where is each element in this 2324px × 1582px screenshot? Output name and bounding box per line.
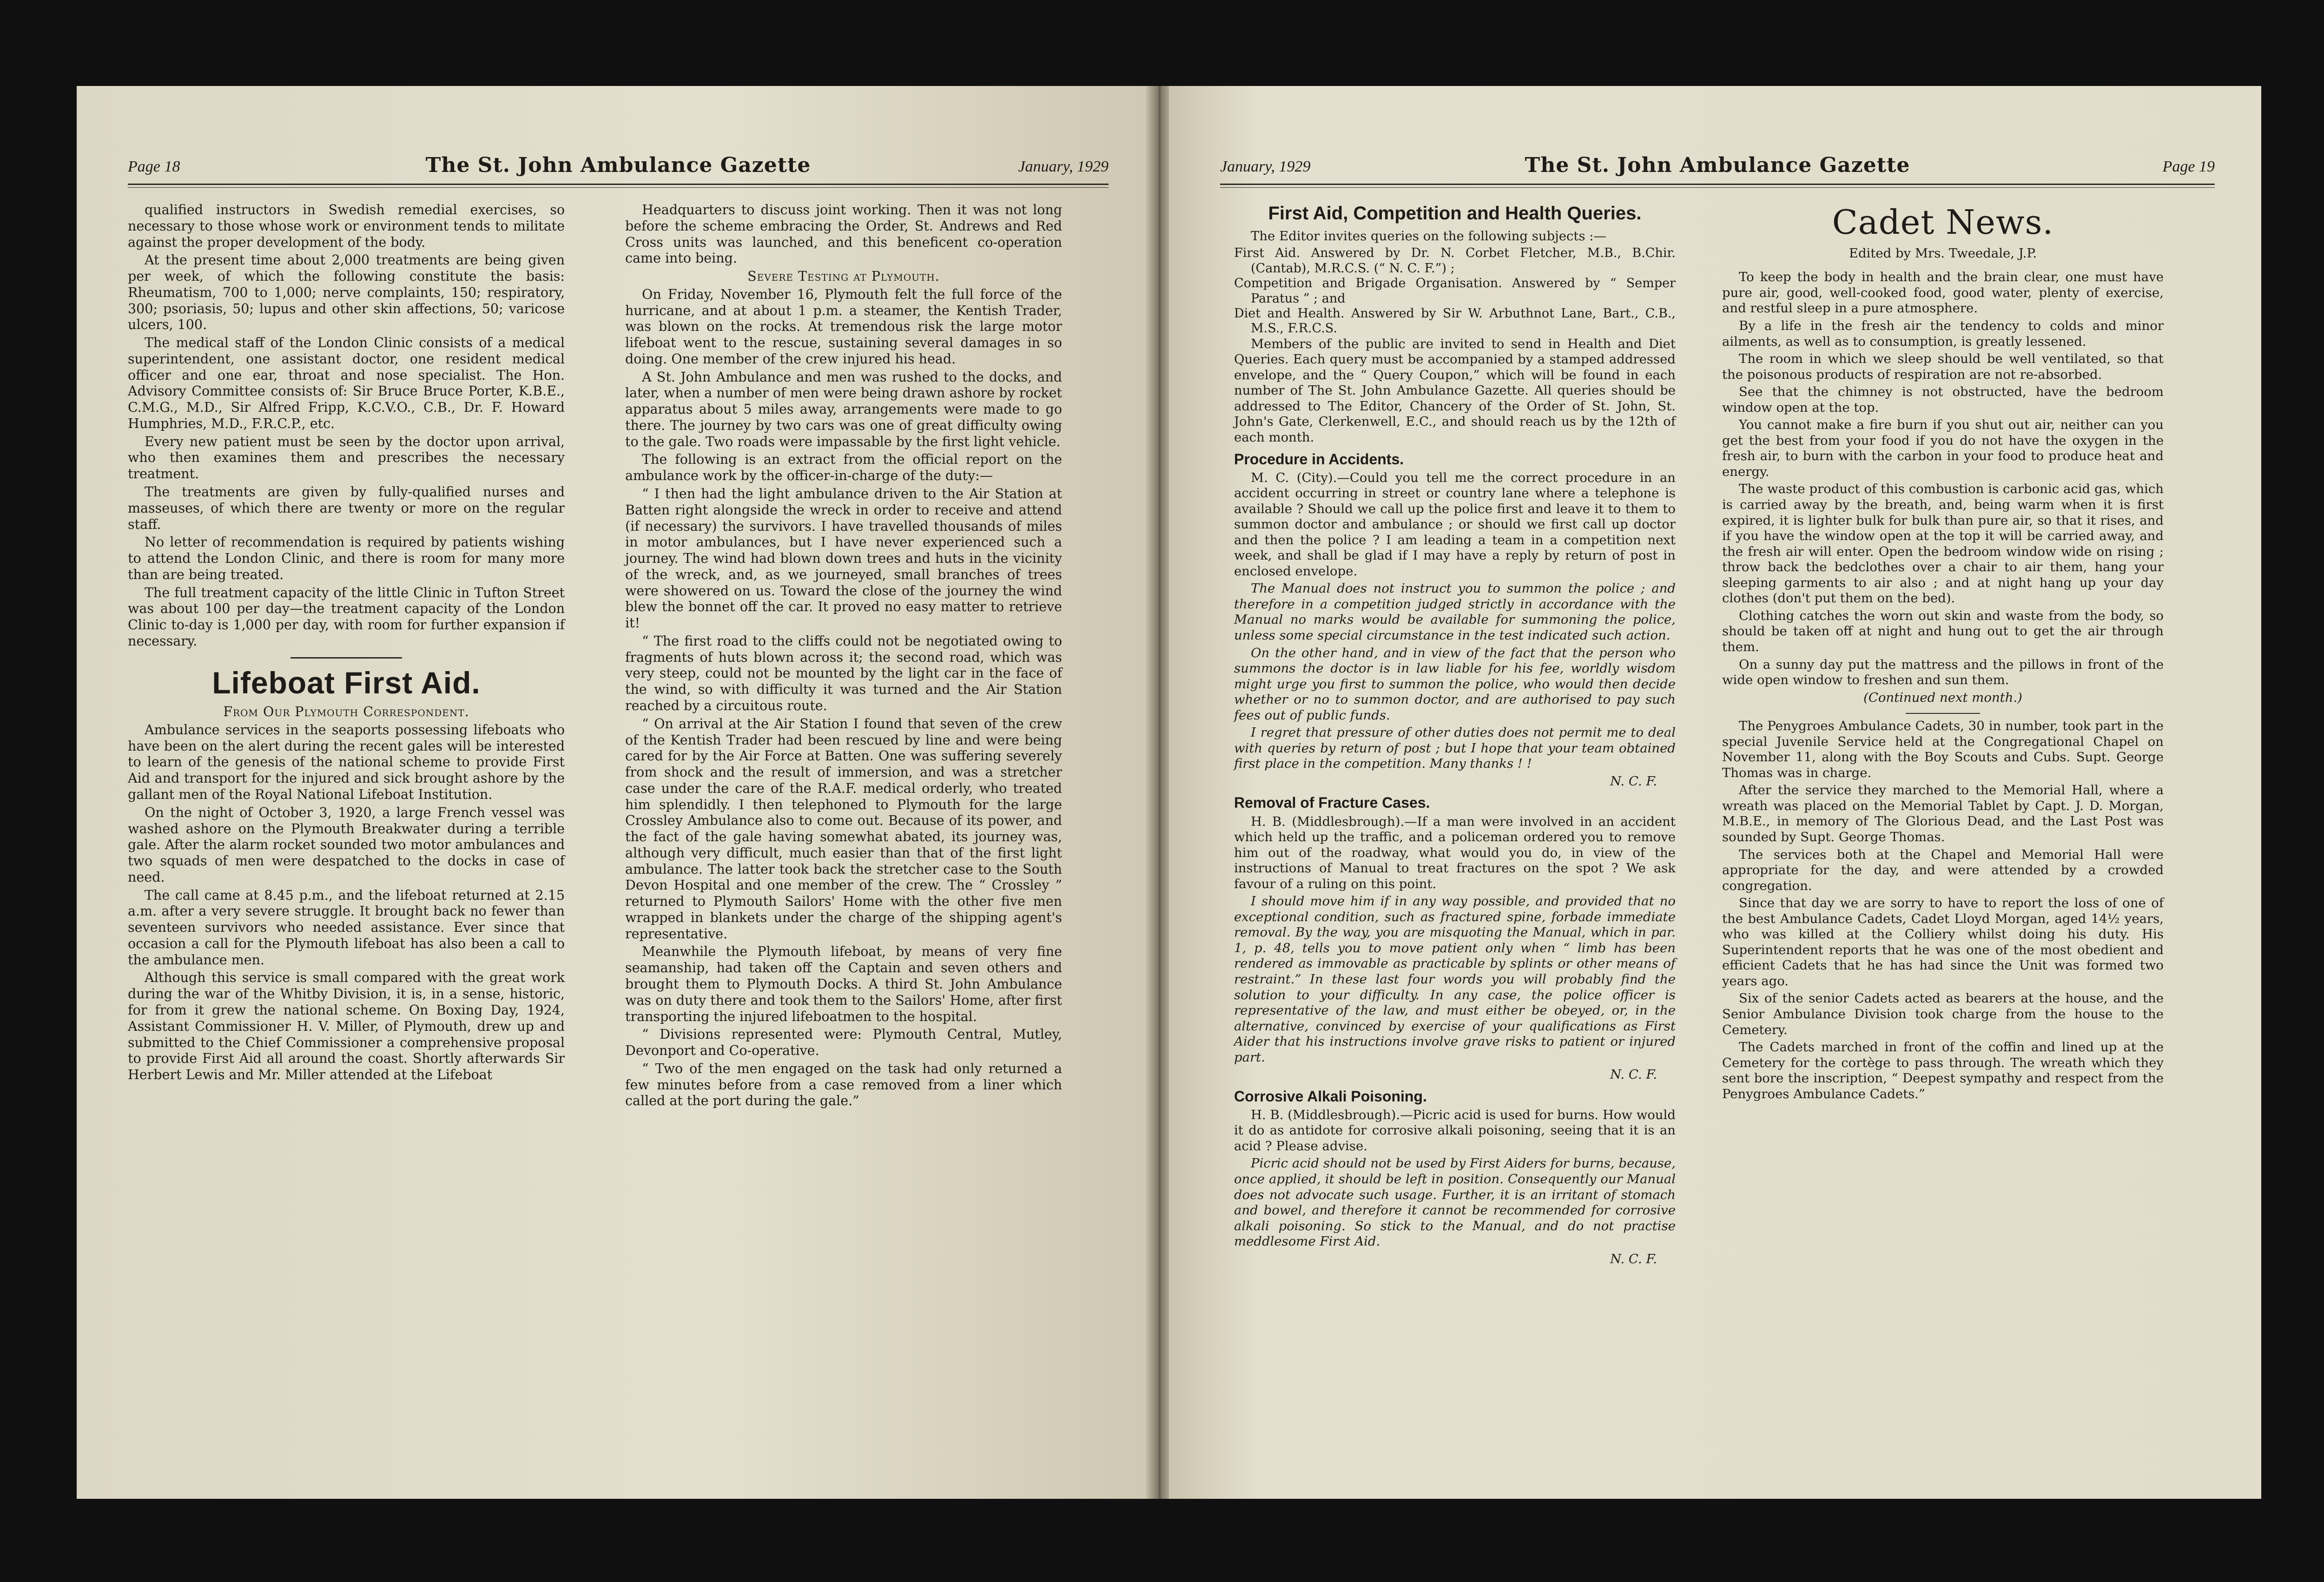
running-head-right [1220,153,2215,181]
paragraph: The Cadets marched in front of the coffin and lined up at the Cemetery for the cortège to pass through. The wreath which they sent bore the inscription, “ Deepest sympathy and respect from the Penygroes Ambulance Cadets.” [1722,1040,2164,1101]
paragraph: The call came at 8.45 p.m., and the lifeboat returned at 2.15 a.m. after a very severe struggle. It brought back no fewer than seventeen survivors who needed assistance. Ever since that occasion a call for the Plymouth lifeboat has also been a call to the ambulance men. [128,887,565,968]
clinic-article [128,202,565,650]
severe-testing-article [625,287,1062,1109]
header-rule-thin [128,187,1109,188]
fracture-heading: Removal of Fracture Cases. [1234,794,1430,811]
alkali-heading: Corrosive Alkali Poisoning. [1234,1088,1427,1105]
paragraph: Ambulance services in the seaports possessing lifeboats who have been on the alert during the recent gales will be interested to learn of the genesis of the national scheme to provide First Aid and transport for the injured and sick brought ashore by the gallant men of the Royal National Lifeboat Institution. [128,722,565,803]
alkali-question: H. B. (Middlesbrough).—Picric acid is used for burns. How would it do as antidote for corrosive alkali poisoning, seeing that it is an acid ? Please advise. [1234,1107,1676,1154]
page-number: Page 18 [128,158,180,175]
paragraph: “ The first road to the cliffs could not be negotiated owing to fragments of huts blown across it; the second road, which was very steep, could not be mounted by the light car in the face of the wind, so with difficulty it was turned and the Air Station reached by a circuitous route. [625,633,1062,713]
masthead-title: The St. John Ambulance Gazette [425,153,811,177]
answer-paragraph: The Manual does not instruct you to summon the police ; and therefore in a competition judged strictly in accordance with the Manual no marks would be available for summoning the police, unless some special circumstance in the test indicated such action. [1234,581,1676,643]
penygroes-article [1722,718,2164,1102]
left-column-2 [625,202,1062,1111]
paragraph: The following is an extract from the official report on the ambulance work by the officer-in-charge of the duty:— [625,452,1062,484]
paragraph: See that the chimney is not obstructed, have the bedroom window open at the top. [1722,384,2164,415]
continued-note: (Continued next month.) [1863,690,2022,705]
fracture-question: H. B. (Middlesbrough).—If a man were involved in an accident which held up the traffic, and a policeman ordered you to remove him out of the roadway, what would you do, in view of the instructions of Manual to treat fractures on the spot ? We ask favour of a ruling on this point. [1234,814,1676,891]
paragraph: “ On arrival at the Air Station I found that seven of the crew of the Kentish Trader had been rescued by line and were being cared for by the Air Force at Batten. One was suffering severely from shock and the result of immersion, and was a stretcher case under the care of the R.A.F. medical orderly, who treated him splendidly. I then telephoned to Plymouth for the large Crossley Ambulance also to come out. Because of its power, and the fact of the gale having somewhat abated, its journey was, although very difficult, much easier than that of the first light ambulance. The latter took back the stretcher case to the South Devon Hospital and one member of the crew. The “ Crossley ” returned to Plymouth Sailors' Home with the other five men wrapped in blankets under the charge of the shipping agent's representative. [625,716,1062,942]
page-number-right: Page 19 [2162,158,2215,175]
right-column-1 [1234,202,1676,1267]
paragraph: A St. John Ambulance and men was rushed to the docks, and later, when a number of men were being drawn ashore by rocket apparatus about 5 miles away, arrangements were made to go there. The journey by two cars was one of great difficulty owing to the gale. Two roads were impassable by the first light vehicle. [625,369,1062,449]
running-head [128,153,1109,181]
header-rule [128,184,1109,185]
lifeboat-article [128,722,565,1083]
magazine-spread [77,86,2261,1499]
paragraph: “ Divisions represented were: Plymouth Central, Mutley, Devonport and Co-operative. [625,1027,1062,1059]
paragraph: The Penygroes Ambulance Cadets, 30 in number, took part in the special Juvenile Service held at the Congregational Chapel on November 11, along with the Boy Scouts and Cubs. Supt. George Thomas was in charge. [1722,718,2164,780]
header-rule-thin-right [1220,187,2215,188]
paragraph: The treatments are given by fully-qualified nurses and masseuses, of which there are twenty or more on the regular staff. [128,484,565,532]
section-divider [290,657,402,659]
accidents-answer [1234,581,1676,772]
queries-heading: First Aid, Competition and Health Queries. [1268,203,1642,224]
answer-paragraph: I regret that pressure of other duties does not permit me to deal with queries by return of post ; but I hope that your team obtained first place in the competition. Many thanks ! ! [1234,725,1676,771]
cadet-article [1722,270,2164,688]
query-subject: First Aid. Answered by Dr. N. Corbet Fletcher, M.B., B.Chir. (Cantab), M.R.C.S. (“ N. C. F.”) ; [1234,246,1676,276]
query-subject: Competition and Brigade Organisation. Answered by “ Semper Paratus ” ; and [1234,276,1676,306]
accidents-question: M. C. (City).—Could you tell me the correct procedure in an accident occurring in street or country lane where a telephone is available ? Should we call up the police first and leave it to them to summon doctor and ambulance ; or should we first call up doctor and then the police ? I am leading a team in a competition next week, and shall be glad if I may have a reply by return of post in enclosed envelope. [1234,470,1676,579]
paragraph: Meanwhile the Plymouth lifeboat, by means of very fine seamanship, had taken off the Captain and seven others and brought them to Plymouth Docks. A third St. John Ambulance was on duty there and took them to the Sailors' Home, after first transporting the injured lifeboatmen to the hospital. [625,944,1062,1024]
cadet-heading: Cadet News. [1832,203,2054,242]
paragraph: Although this service is small compared with the great work during the war of the Whitby Division, it is, in a sense, historic, for from it grew the national scheme. On Boxing Day, 1924, Assistant Commissioner H. V. Miller, of Plymouth, drew up and submitted to the Chief Commissioner a comprehensive proposal to provide First Aid all around the coast. Shortly afterwards Sir Herbert Lewis and Mr. Miller attended at the Lifeboat [128,970,565,1083]
answer-paragraph: On the other hand, and in view of the fact that the person who summons the doctor is in law liable for his fee, worldly wisdom might urge you first to summon the police, who would then decide whether or no to summon doctor, and are authorised to pay such fees out of public funds. [1234,645,1676,723]
paragraph: The waste product of this combustion is carbonic acid gas, which is carried away by the breath, and, being warm when it is first expired, it is lighter bulk for bulk than pure air, so that it rises, and if you have the window open at the top it will be carried away, and the fresh air will enter. Open the bedroom window wide on rising ; throw back the bedclothes over a chair to air them, hang your sleeping garments to air also ; and at night hang up your day clothes (don't put them on the bed). [1722,481,2164,606]
queries-intro: The Editor invites queries on the following subjects :— [1251,228,1607,244]
paragraph: You cannot make a fire burn if you shut out air, neither can you get the best from your food if you do not have the oxygen in the fresh air, to burn with the carbon in your food to produce heat and energy. [1722,417,2164,479]
paragraph: The services both at the Chapel and Memorial Hall were appropriate for the day, and were attended by a crowded congregation. [1722,847,2164,893]
paragraph: On a sunny day put the mattress and the pillows in front of the wide open window to freshen and sun them. [1722,657,2164,688]
alkali-answer: Picric acid should not be used by First Aiders for burns, because, once applied, it should be left in position. Consequently our Manual does not advocate such usage. Further, it is an irritant of stomach and bowel, and therefore it cannot be recommended for corrosive alkali poisoning. So stick to the Manual, and do not practise meddlesome First Aid. [1234,1156,1676,1249]
signature: N. C. F. [1610,1067,1657,1082]
paragraph: After the service they marched to the Memorial Hall, where a wreath was placed on the Memorial Tablet by Capt. J. D. Morgan, M.B.E., in memory of The Glorious Dead, and the Last Post was sounded by Supt. George Thomas. [1722,783,2164,844]
issue-date-right: January, 1929 [1220,158,1311,175]
paragraph: No letter of recommendation is required by patients wishing to attend the London Clinic, and there is room for many more than are being treated. [128,534,565,582]
section-divider [1906,713,1980,714]
paragraph: qualified instructors in Swedish remedial exercises, so necessary to those whose work or environment tends to militate against the proper development of the body. [128,202,565,250]
queries-list [1234,246,1676,336]
paragraph: “ I then had the light ambulance driven to the Air Station at Batten right alongside the wreck in order to receive and attend (if necessary) the survivors. I have travelled thousands of miles in motor ambulances, but I have never experienced such a journey. The wind had blown down trees and huts in the vicinity of the wreck, and, as we journeyed, small branches of trees were showered on us. Toward the close of the journey the wind blew the bonnet off the car. It proved no easy matter to retrieve it! [625,486,1062,631]
right-page [1169,86,2261,1499]
queries-paragraph: Members of the public are invited to send in Health and Diet Queries. Each query must be accompanied by a stamped addressed envelope, and the “ Query Coupon,” which will be found in each number of The St. John Ambulance Gazette. All queries should be addressed to The Editor, Chancery of the Order of St. John, St. John's Gate, Clerkenwell, E.C., and should reach us by the 12th of each month. [1234,336,1676,445]
cadet-editor: Edited by Mrs. Tweedale, J.P. [1849,245,2037,261]
lifeboat-continued [625,202,1062,267]
right-column-2 [1722,202,2164,1104]
paragraph: Clothing catches the worn out skin and waste from the body, so should be taken off at night and hung out to get the air through them. [1722,608,2164,654]
fracture-answer: I should move him if in any way possible, and provided that no exceptional condition, such as fractured spine, forbade immediate removal. By the way, you are misquoting the Manual, which in par. 1, p. 48, tells you to move patient only when “ limb has been rendered as immovable as practicable by splints or other means of restraint.” In these last four words you will probably find the solution to your difficulty. In any case, the police officer is representative of the law, and must either be obeyed, or, in the alternative, convinced by exercise of your qualifications as First Aider that his instructions involve grave risks to patient or injured part. [1234,894,1676,1065]
left-column-1 [128,202,565,1085]
left-page [77,86,1150,1499]
header-rule-right [1220,184,2215,185]
lifeboat-byline: From Our Plymouth Correspondent. [223,704,469,720]
issue-date: January, 1929 [1018,158,1109,175]
accidents-heading: Procedure in Accidents. [1234,450,1404,468]
signature: N. C. F. [1610,773,1657,789]
query-subject: Diet and Health. Answered by Sir W. Arbuthnot Lane, Bart., C.B., M.S., F.R.C.S. [1234,306,1676,336]
masthead-title-right: The St. John Ambulance Gazette [1525,153,1910,177]
paragraph: Six of the senior Cadets acted as bearers at the house, and the Senior Ambulance Division took charge from the house to the Cemetery. [1722,991,2164,1037]
lifeboat-heading: Lifeboat First Aid. [212,665,481,700]
paragraph: “ Two of the men engaged on the task had only returned a few minutes before from a case removed from a liner which called at the port during the gale.” [625,1061,1062,1109]
paragraph: Every new patient must be seen by the doctor upon arrival, who then examines them and prescribes the necessary treatment. [128,434,565,482]
paragraph: By a life in the fresh air the tendency to colds and minor ailments, as well as to consumption, is greatly lessened. [1722,318,2164,349]
paragraph: Headquarters to discuss joint working. Then it was not long before the scheme embracing the Order, St. Andrews and Red Cross units was launched, and this beneficent co-operation came into being. [625,202,1062,266]
signature: N. C. F. [1610,1251,1657,1266]
severe-testing-heading: Severe Testing at Plymouth. [747,269,940,284]
paragraph: To keep the body in health and the brain clear, one must have pure air, good, well-cooked food, good water, plenty of exercise, and restful sleep in a pure atmosphere. [1722,270,2164,316]
paragraph: On the night of October 3, 1920, a large French vessel was washed ashore on the Plymouth Breakwater during a terrible gale. After the alarm rocket sounded two motor ambulances and two squads of men were despatched to the docks in case of need. [128,804,565,885]
paragraph: On Friday, November 16, Plymouth felt the full force of the hurricane, and at about 1 p.m. a steamer, the Kentish Trader, was blown on the rocks. At tremendous risk the large motor lifeboat went to the rescue, sustaining several damages in so doing. One member of the crew injured his head. [625,286,1062,367]
paragraph: The full treatment capacity of the little Clinic in Tufton Street was about 100 per day—the treatment capacity of the London Clinic to-day is 1,000 per day, with room for further expansion if necessary. [128,585,565,649]
paragraph: Since that day we are sorry to have to report the loss of one of the best Ambulance Cadets, Cadet Lloyd Morgan, aged 14½ years, who was killed at the Colliery whilst doing his duty. His Superintendent reports that he was one of the most obedient and efficient Cadets that he has had since the Unit was formed two years ago. [1722,896,2164,989]
paragraph: At the present time about 2,000 treatments are being given per week, of which the following constitute the basis: Rheumatism, 700 to 1,000; nerve complaints, 150; respiratory, 300; psoriasis, 50; lupus and other skin affections, 50; varicose ulcers, 100. [128,252,565,333]
paragraph: The room in which we sleep should be well ventilated, so that the poisonous products of respiration are not re-absorbed. [1722,351,2164,382]
paragraph: The medical staff of the London Clinic consists of a medical superintendent, one assistant doctor, one resident medical officer and one ear, throat and nose specialist. The Hon. Advisory Committee consists of: Sir Bruce Bruce Porter, K.B.E., C.M.G., M.D., Sir Alfred Fripp, K.C.V.O., C.B., Dr. F. Howard Humphries, M.D., F.R.C.P., etc. [128,335,565,431]
